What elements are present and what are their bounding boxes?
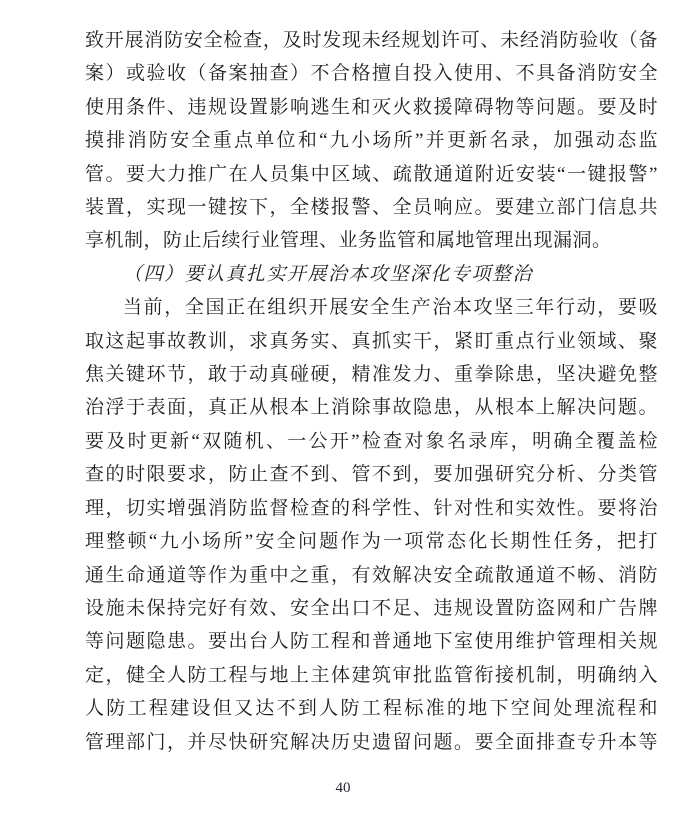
text-line: 理，切实增强消防监督检查的科学性、针对性和实效性。要将治 [85, 497, 658, 519]
text-line: 取这起事故教训，求真务实、真抓实干，紧盯重点行业领域、聚 [85, 330, 658, 352]
page-footer [0, 779, 686, 797]
text-line: 装置，实现一键按下，全楼报警、全员响应。要建立部门信息共 [85, 197, 658, 219]
text-line: 定，健全人防工程与地上主体建筑审批监管衔接机制，明确纳入 [85, 664, 658, 686]
document-body [85, 24, 658, 759]
section-heading [85, 258, 658, 291]
text-line: （四）要认真扎实开展治本攻坚深化专项整治 [123, 263, 534, 285]
text-line: 管理部门，并尽快研究解决历史遗留问题。要全面排查专升本等 [85, 731, 658, 753]
text-line: 等问题隐患。要出台人防工程和普通地下室使用维护管理相关规 [85, 631, 658, 653]
text-line: 治浮于表面，真正从根本上消除事故隐患，从根本上解决问题。 [85, 397, 658, 419]
text-line: 人防工程建设但又达不到人防工程标准的地下空间处理流程和 [85, 698, 658, 720]
text-line: 通生命通道等作为重中之重，有效解决安全疏散通道不畅、消防 [85, 564, 658, 586]
text-line: 案）或验收（备案抽查）不合格擅自投入使用、不具备消防安全 [85, 63, 658, 85]
text-line: 享机制，防止后续行业管理、业务监管和属地管理出现漏洞。 [85, 230, 612, 252]
text-line: 当前，全国正在组织开展安全生产治本攻坚三年行动，要吸 [123, 297, 658, 319]
text-line: 查的时限要求，防止查不到、管不到，要加强研究分析、分类管 [85, 464, 658, 486]
page-number: 40 [335, 780, 351, 796]
text-line: 使用条件、违规设置影响逃生和灭火救援障碍物等问题。要及时 [85, 96, 658, 118]
text-line: 摸排消防安全重点单位和“九小场所”并更新名录，加强动态监 [85, 130, 658, 152]
text-line: 理整顿“九小场所”安全问题作为一项常态化长期性任务，把打 [85, 531, 658, 553]
text-line: 设施未保持完好有效、安全出口不足、违规设置防盗网和广告牌 [85, 597, 658, 619]
text-line: 焦关键环节，敢于动真碰硬，精准发力、重拳除患，坚决避免整 [85, 364, 658, 386]
text-line: 管。要大力推广在人员集中区域、疏散通道附近安装“一键报警” [85, 163, 658, 185]
text-line: 要及时更新“双随机、一公开”检查对象名录库，明确全覆盖检 [85, 430, 658, 452]
text-line: 致开展消防安全检查，及时发现未经规划许可、未经消防验收（备 [85, 30, 658, 51]
paragraph [85, 291, 658, 759]
paragraph-continuation [85, 24, 658, 258]
